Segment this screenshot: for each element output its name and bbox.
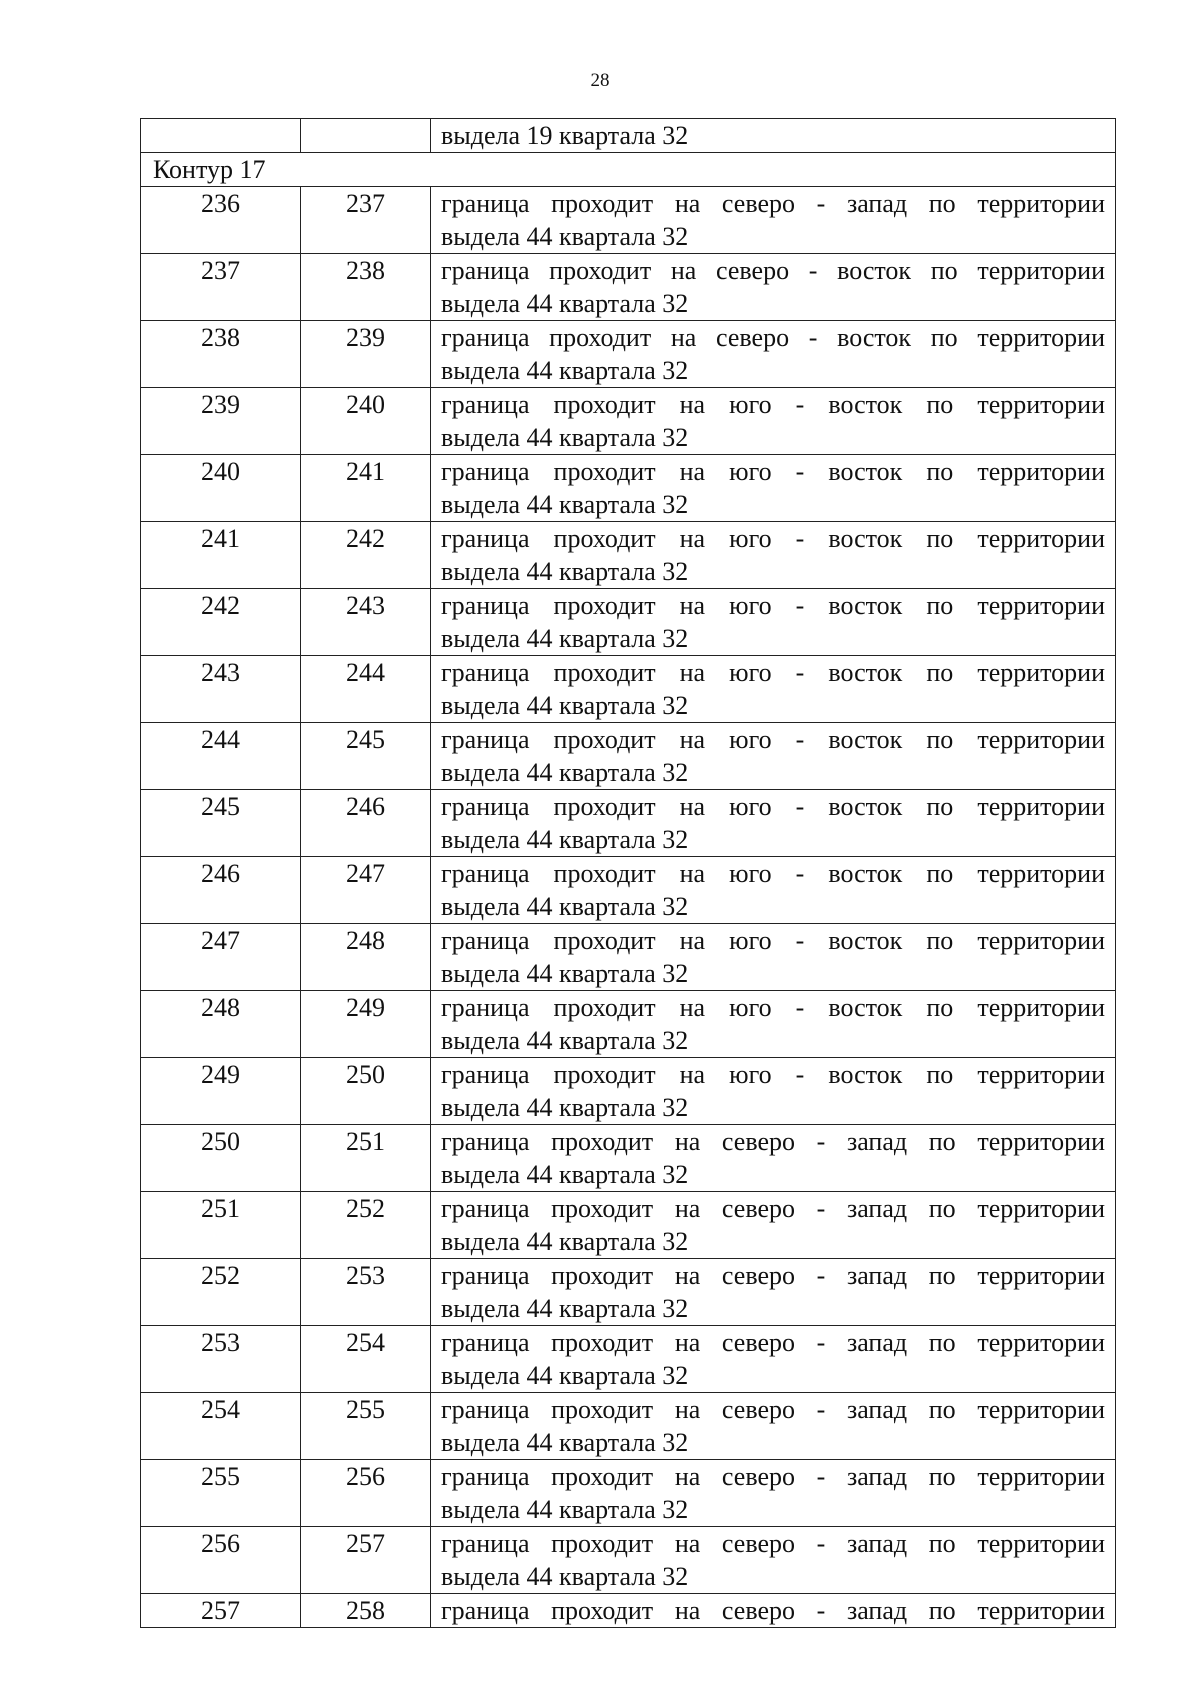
boundary-description-cell (431, 924, 1116, 991)
boundary-description-cell (431, 187, 1116, 254)
description-line-1: граница проходит на юго - восток по территории (441, 926, 1105, 955)
description-line-1: граница проходит на юго - восток по территории (441, 859, 1105, 888)
description-line-1: граница проходит на юго - восток по территории (441, 792, 1105, 821)
table-row (141, 723, 1116, 790)
description-line-2: выдела 44 квартала 32 (441, 1026, 689, 1055)
contour-header: Контур 17 (141, 153, 1116, 187)
description-line-1: граница проходит на северо - запад по территории (441, 189, 1105, 218)
point-to-cell: 251 (301, 1125, 431, 1192)
description-line-2: выдела 44 квартала 32 (441, 1428, 689, 1457)
description-line-2: выдела 44 квартала 32 (441, 1093, 689, 1122)
boundary-description-cell (431, 1192, 1116, 1259)
point-from-cell: 239 (141, 388, 301, 455)
table-row (141, 1125, 1116, 1192)
point-to-cell: 252 (301, 1192, 431, 1259)
boundary-description-cell (431, 656, 1116, 723)
description-line-2: выдела 44 квартала 32 (441, 758, 689, 787)
point-from-cell: 247 (141, 924, 301, 991)
description-line-1: граница проходит на северо - восток по территории (441, 323, 1105, 352)
point-to-cell: 240 (301, 388, 431, 455)
description-line-2: выдела 44 квартала 32 (441, 1495, 689, 1524)
point-from-cell: 238 (141, 321, 301, 388)
boundary-description-cell (431, 254, 1116, 321)
table-row (141, 656, 1116, 723)
point-to-cell: 246 (301, 790, 431, 857)
boundary-description-cell (431, 1393, 1116, 1460)
table-row (141, 1460, 1116, 1527)
table-row (141, 924, 1116, 991)
description-line-2: выдела 44 квартала 32 (441, 1294, 689, 1323)
description-line-1: граница проходит на северо - запад по территории (441, 1596, 1105, 1625)
description-line-1: граница проходит на северо - запад по территории (441, 1328, 1105, 1357)
description-line-2: выдела 44 квартала 32 (441, 892, 689, 921)
point-from-cell: 248 (141, 991, 301, 1058)
table-row (141, 388, 1116, 455)
description-line-1: граница проходит на юго - восток по территории (441, 993, 1105, 1022)
point-from-cell: 246 (141, 857, 301, 924)
table-row (141, 991, 1116, 1058)
table-row (141, 1393, 1116, 1460)
description-line-1: граница проходит на юго - восток по территории (441, 457, 1105, 486)
description-line-2: выдела 44 квартала 32 (441, 1160, 689, 1189)
description-line-1: граница проходит на северо - запад по территории (441, 1395, 1105, 1424)
description-line-2: выдела 44 квартала 32 (441, 490, 689, 519)
point-from-cell (141, 119, 301, 153)
description-line-2: выдела 44 квартала 32 (441, 959, 689, 988)
table-row (141, 1058, 1116, 1125)
point-to-cell: 244 (301, 656, 431, 723)
point-to-cell: 245 (301, 723, 431, 790)
point-to-cell: 250 (301, 1058, 431, 1125)
table-row (141, 1326, 1116, 1393)
table-row (141, 522, 1116, 589)
table-row-last (141, 1594, 1116, 1628)
point-from-cell: 253 (141, 1326, 301, 1393)
point-from-cell: 243 (141, 656, 301, 723)
point-from-cell: 252 (141, 1259, 301, 1326)
boundary-description-cell (431, 1125, 1116, 1192)
point-to-cell: 255 (301, 1393, 431, 1460)
boundary-description-cell (431, 1527, 1116, 1594)
description-line-1: граница проходит на северо - запад по территории (441, 1261, 1105, 1290)
boundary-description-cell (431, 1460, 1116, 1527)
description-line-2: выдела 44 квартала 32 (441, 1361, 689, 1390)
boundary-description-cell (431, 790, 1116, 857)
point-to-cell: 237 (301, 187, 431, 254)
boundary-description-cell (431, 1594, 1116, 1628)
description-line-1: граница проходит на северо - восток по территории (441, 256, 1105, 285)
boundary-description-cell (431, 321, 1116, 388)
point-to-cell: 254 (301, 1326, 431, 1393)
description-line-1: граница проходит на юго - восток по территории (441, 591, 1105, 620)
point-from-cell: 236 (141, 187, 301, 254)
point-to-cell (301, 119, 431, 153)
point-from-cell: 251 (141, 1192, 301, 1259)
continuation-row (141, 119, 1116, 153)
table-row (141, 1527, 1116, 1594)
description-line-1: граница проходит на северо - запад по территории (441, 1529, 1105, 1558)
point-to-cell: 248 (301, 924, 431, 991)
point-to-cell: 238 (301, 254, 431, 321)
description-line-1: граница проходит на северо - запад по территории (441, 1462, 1105, 1491)
description-line-2: выдела 44 квартала 32 (441, 691, 689, 720)
point-to-cell: 243 (301, 589, 431, 656)
contour-header-row (141, 153, 1116, 187)
point-from-cell: 240 (141, 455, 301, 522)
description-line-2: выдела 44 квартала 32 (441, 289, 689, 318)
point-to-cell: 247 (301, 857, 431, 924)
description-line-1: граница проходит на северо - запад по территории (441, 1127, 1105, 1156)
point-to-cell: 242 (301, 522, 431, 589)
point-from-cell: 244 (141, 723, 301, 790)
point-to-cell: 253 (301, 1259, 431, 1326)
point-from-cell: 241 (141, 522, 301, 589)
description-line-2: выдела 44 квартала 32 (441, 825, 689, 854)
table-body (141, 119, 1116, 1628)
point-from-cell: 245 (141, 790, 301, 857)
table-row (141, 321, 1116, 388)
page-number: 28 (590, 70, 610, 91)
point-to-cell: 241 (301, 455, 431, 522)
point-from-cell: 249 (141, 1058, 301, 1125)
table-row (141, 790, 1116, 857)
boundary-description-cell (431, 589, 1116, 656)
description-line-2: выдела 44 квартала 32 (441, 1227, 689, 1256)
table-row (141, 857, 1116, 924)
point-from-cell: 257 (141, 1594, 301, 1628)
table-row (141, 1259, 1116, 1326)
boundary-description-cell (431, 1259, 1116, 1326)
point-from-cell: 255 (141, 1460, 301, 1527)
point-to-cell: 258 (301, 1594, 431, 1628)
description-line-1: граница проходит на юго - восток по территории (441, 725, 1105, 754)
description-line-2: выдела 44 квартала 32 (441, 356, 689, 385)
boundary-description-cell (431, 991, 1116, 1058)
boundary-description-cell: выдела 19 квартала 32 (431, 119, 1116, 153)
table-row (141, 455, 1116, 522)
table-row (141, 1192, 1116, 1259)
point-from-cell: 242 (141, 589, 301, 656)
description-line-1: граница проходит на юго - восток по территории (441, 524, 1105, 553)
boundary-description-cell (431, 723, 1116, 790)
boundary-description-cell (431, 1058, 1116, 1125)
description-line-2: выдела 44 квартала 32 (441, 423, 689, 452)
point-from-cell: 254 (141, 1393, 301, 1460)
point-to-cell: 249 (301, 991, 431, 1058)
boundary-description-cell (431, 857, 1116, 924)
table-row (141, 589, 1116, 656)
boundary-description-cell (431, 455, 1116, 522)
point-to-cell: 257 (301, 1527, 431, 1594)
boundary-description-cell (431, 1326, 1116, 1393)
point-from-cell: 250 (141, 1125, 301, 1192)
point-from-cell: 256 (141, 1527, 301, 1594)
description-line-2: выдела 44 квартала 32 (441, 557, 689, 586)
table-row (141, 187, 1116, 254)
description-line-2: выдела 44 квартала 32 (441, 1562, 689, 1591)
description-line-1: граница проходит на юго - восток по территории (441, 658, 1105, 687)
table-row (141, 254, 1116, 321)
point-from-cell: 237 (141, 254, 301, 321)
boundary-description-cell (431, 388, 1116, 455)
description-line-1: граница проходит на юго - восток по территории (441, 1060, 1105, 1089)
description-line-2: выдела 44 квартала 32 (441, 624, 689, 653)
boundary-description-cell (431, 522, 1116, 589)
description-line-1: граница проходит на северо - запад по территории (441, 1194, 1105, 1223)
description-line-1: граница проходит на юго - восток по территории (441, 390, 1105, 419)
boundary-description-table (140, 118, 1116, 1628)
description-line-2: выдела 44 квартала 32 (441, 222, 689, 251)
point-to-cell: 239 (301, 321, 431, 388)
point-to-cell: 256 (301, 1460, 431, 1527)
